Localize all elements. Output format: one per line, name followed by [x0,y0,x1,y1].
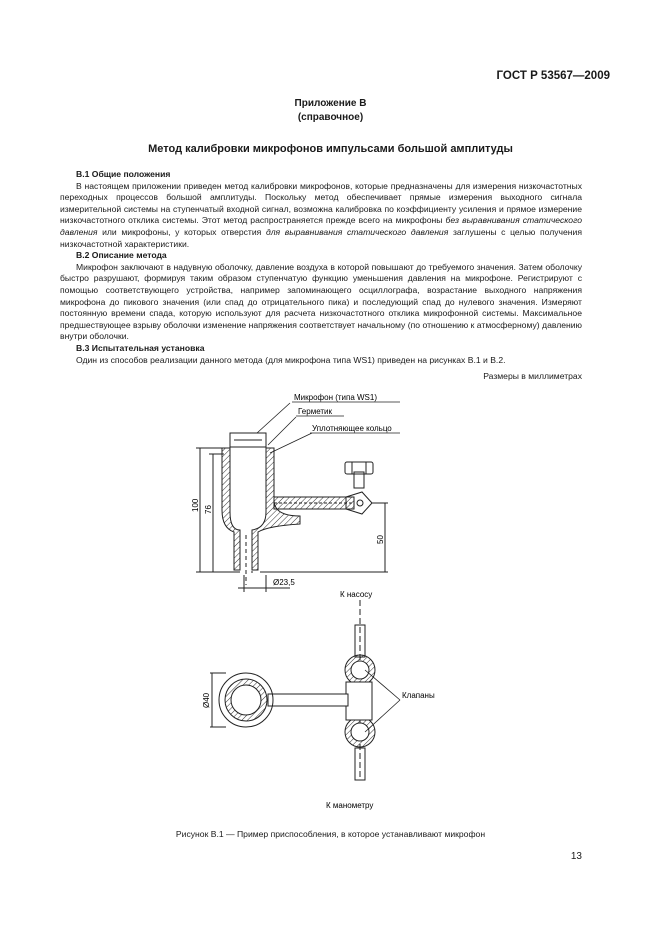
annex-title: Метод калибровки микрофонов импульсами большой амплитуды [148,143,513,155]
dim-40: Ø40 [202,692,211,708]
dim-76: 76 [204,505,213,514]
label-valves: Клапаны [402,691,435,700]
section-b1-paragraph: В настоящем приложении приведен метод калибровки микрофонов, которые предназначены для измерения низкочастотных переходных процессов большой амплитуды. Поскольку метод обеспечивает прямые измерения выходного сигнала измерительной системы на ступенчатый входной сигнал, возможна калибровка по коэффициенту усиления и прямое измерение низкочастотного отклика системы. Этот метод распространяется прежде всего на микрофоны без выравнивания статического давления или микрофоны, у которых отверстия для выравнивания статического давления заглушены с целью получения низкочастотной характеристики. [60,180,583,249]
dimensions-note: Размеры в миллиметрах [483,371,582,381]
label-microphone: Микрофон (типа WS1) [294,393,378,402]
dim-100: 100 [191,498,200,512]
top-view [210,600,400,780]
section-b2-paragraph: Микрофон заключают в надувную оболочку, давление воздуха в которой повышают до требуемого значения. Затем оболочку быстро разрушают, формируя таким образом ступенчатую функцию уменьшения давления на микрофоне. Регистрируют с помощью соответствующего устройства, например запоминающего осциллографа, возрастание выходного напряжения микрофона до пикового значения (или спад до отрицательного пика) и последующий спад до нулевого значения. Измеряют постоянную времени спада, которую используют для расчета низкочастотного отклика микрофонной системы. Максимальное предшествующее взрыву оболочки изменение напряжения соответствует начальному (по отношению к атмосферному) давлению внутри оболочки. [60,261,582,342]
page-number: 13 [570,851,582,862]
figure-caption: Рисунок В.1 — Пример приспособления, в которое устанавливают микрофон [175,829,486,839]
annex-type: (справочное) [297,112,364,123]
label-to-manometer: К манометру [326,801,374,810]
annex-label: Приложение В [294,98,367,109]
label-sealant: Герметик [298,407,333,416]
section-b3-paragraph: Один из способов реализации данного метода (для микрофона типа WS1) приведен на рисунках В.1 и В.2. [76,354,506,365]
section-b2-heading: В.2 Описание метода [76,250,167,261]
standard-number: ГОСТ Р 53567—2009 [496,70,610,82]
label-seal-ring: Уплотняющее кольцо [312,424,392,433]
dim-23: Ø23,5 [273,578,295,587]
section-b3-heading: В.3 Испытательная установка [76,342,205,353]
section-b1-heading: В.1 Общие положения [76,169,171,179]
label-to-pump: К насосу [340,590,373,599]
dim-50: 50 [376,535,385,544]
